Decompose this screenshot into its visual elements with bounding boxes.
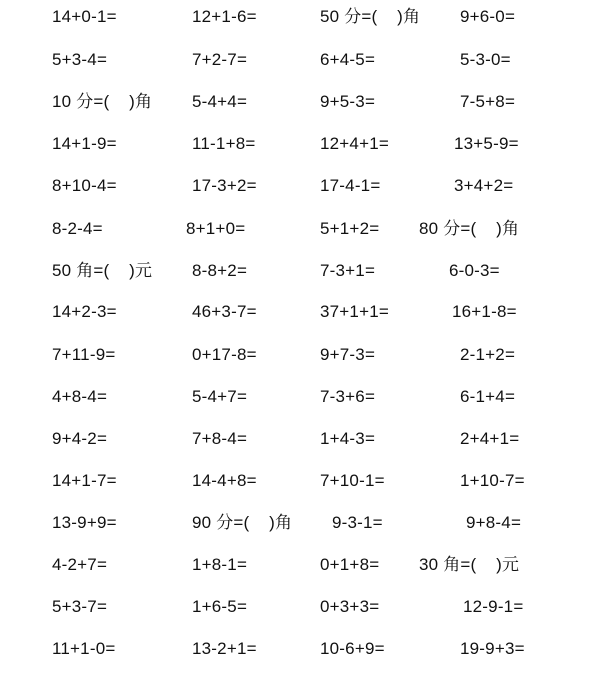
problem: 6+4-5= xyxy=(320,50,376,69)
problem: 9+6-0= xyxy=(460,7,516,26)
problem-row xyxy=(0,90,595,114)
problem: 5-3-0= xyxy=(460,50,511,69)
problem: 12+1-6= xyxy=(192,7,257,26)
problem-row xyxy=(0,511,595,535)
problem: 0+3+3= xyxy=(320,597,380,616)
problem: 7+10-1= xyxy=(320,471,385,490)
problem-row xyxy=(0,5,595,29)
problem: 13-2+1= xyxy=(192,639,257,658)
problem: 14+2-3= xyxy=(52,302,117,321)
problem: 17-3+2= xyxy=(192,176,257,195)
problem: 5+3-7= xyxy=(52,597,108,616)
problem-row xyxy=(0,174,595,198)
problem: 4+8-4= xyxy=(52,387,108,406)
problem: 1+6-5= xyxy=(192,597,248,616)
problem: 4-2+7= xyxy=(52,555,108,574)
problem: 14+1-9= xyxy=(52,134,117,153)
problem: 6-1+4= xyxy=(460,387,516,406)
problem-row xyxy=(0,553,595,577)
problem-row xyxy=(0,637,595,661)
problem: 14+1-7= xyxy=(52,471,117,490)
problem-row xyxy=(0,595,595,619)
problem: 7-3+1= xyxy=(320,261,376,280)
problem: 1+10-7= xyxy=(460,471,525,490)
problem: 6-0-3= xyxy=(449,261,500,280)
problem: 80 分=( )角 xyxy=(419,219,520,238)
problem: 7+11-9= xyxy=(52,345,116,364)
problem: 16+1-8= xyxy=(452,302,517,321)
problem: 19-9+3= xyxy=(460,639,525,658)
problem: 2-1+2= xyxy=(460,345,516,364)
problem: 9+5-3= xyxy=(320,92,376,111)
problem: 12-9-1= xyxy=(463,597,524,616)
problem: 3+4+2= xyxy=(454,176,514,195)
problem: 17-4-1= xyxy=(320,176,381,195)
problem: 5-4+7= xyxy=(192,387,248,406)
problem: 13-9+9= xyxy=(52,513,117,532)
problem: 50 分=( )角 xyxy=(320,7,421,26)
problem: 2+4+1= xyxy=(460,429,520,448)
problem: 5+3-4= xyxy=(52,50,108,69)
problem: 30 角=( )元 xyxy=(419,555,520,574)
problem: 5+1+2= xyxy=(320,219,380,238)
problem: 9+7-3= xyxy=(320,345,376,364)
problem: 8+1+0= xyxy=(186,219,246,238)
problem: 7+2-7= xyxy=(192,50,248,69)
problem-row xyxy=(0,385,595,409)
problem: 14-4+8= xyxy=(192,471,257,490)
problem: 1+4-3= xyxy=(320,429,376,448)
problem: 8-8+2= xyxy=(192,261,248,280)
problem: 37+1+1= xyxy=(320,302,390,321)
problem: 11-1+8= xyxy=(192,134,256,153)
problem: 8+10-4= xyxy=(52,176,117,195)
problem: 1+8-1= xyxy=(192,555,248,574)
problem: 12+4+1= xyxy=(320,134,390,153)
problem: 13+5-9= xyxy=(454,134,519,153)
problem: 90 分=( )角 xyxy=(192,513,293,532)
problem: 9+8-4= xyxy=(466,513,522,532)
problem-row xyxy=(0,259,595,283)
problem: 5-4+4= xyxy=(192,92,248,111)
problem-row xyxy=(0,343,595,367)
problem: 7-3+6= xyxy=(320,387,376,406)
problem-row xyxy=(0,427,595,451)
problem-row xyxy=(0,469,595,493)
problem: 0+17-8= xyxy=(192,345,257,364)
problem-row xyxy=(0,300,595,324)
problem: 9-3-1= xyxy=(332,513,383,532)
problem: 10 分=( )角 xyxy=(52,92,153,111)
problem: 0+1+8= xyxy=(320,555,380,574)
problem: 50 角=( )元 xyxy=(52,261,153,280)
problem: 14+0-1= xyxy=(52,7,117,26)
problem-row xyxy=(0,132,595,156)
problem: 7+8-4= xyxy=(192,429,248,448)
problem: 11+1-0= xyxy=(52,639,116,658)
problem: 10-6+9= xyxy=(320,639,385,658)
problem: 9+4-2= xyxy=(52,429,108,448)
problem-row xyxy=(0,48,595,72)
problem: 8-2-4= xyxy=(52,219,103,238)
problem-row xyxy=(0,217,595,241)
problem: 7-5+8= xyxy=(460,92,516,111)
problem: 46+3-7= xyxy=(192,302,257,321)
